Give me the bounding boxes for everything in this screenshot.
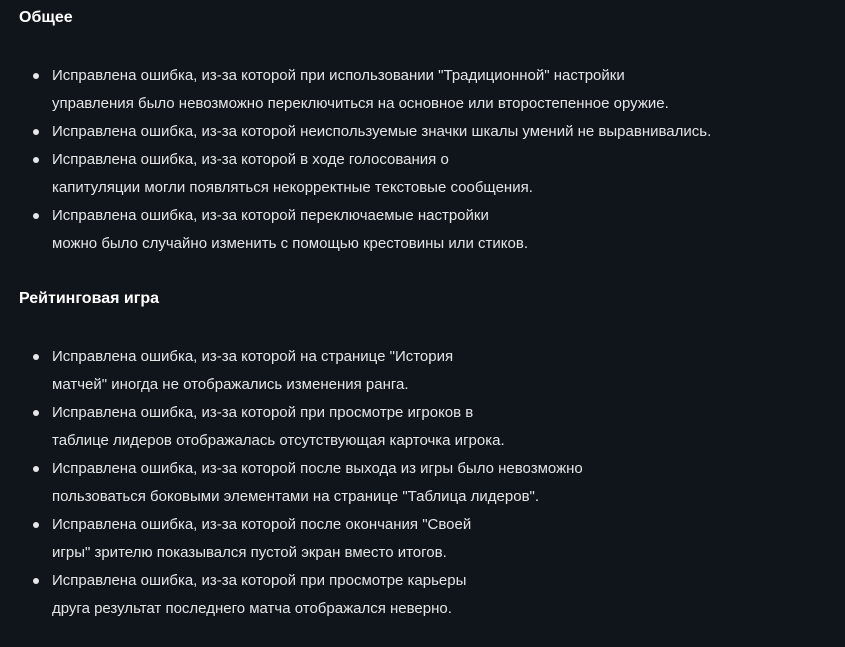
- list-item: [19, 511, 835, 567]
- note-line: пользоваться боковыми элементами на странице "Таблица лидеров".: [52, 488, 540, 505]
- bullet-icon: [33, 410, 39, 416]
- note-line: матчей" иногда не отображались изменения ранга.: [52, 376, 409, 393]
- section-title-ranked: Рейтинговая игра: [19, 290, 160, 307]
- section-ranked: [19, 289, 835, 623]
- bullet-icon: [33, 157, 39, 163]
- note-line: Исправлена ошибка, из-за которой при просмотре игроков в: [52, 404, 474, 421]
- bullet-icon: [33, 73, 39, 79]
- note-line: Исправлена ошибка, из-за которой в ходе голосования о: [52, 151, 449, 168]
- list-item: [19, 399, 835, 455]
- note-line: управления было невозможно переключиться на основное или второстепенное оружие.: [52, 95, 669, 112]
- bullet-icon: [33, 578, 39, 584]
- note-line: Исправлена ошибка, из-за которой при просмотре карьеры: [52, 572, 467, 589]
- bullet-icon: [33, 522, 39, 528]
- section-title-general: Общее: [19, 9, 73, 26]
- note-line: Исправлена ошибка, из-за которой неиспользуемые значки шкалы умений не выравнивались.: [52, 123, 712, 140]
- bullet-icon: [33, 213, 39, 219]
- note-line: Исправлена ошибка, из-за которой после выхода из игры было невозможно: [52, 460, 583, 477]
- note-line: игры" зрителю показывался пустой экран вместо итогов.: [52, 544, 447, 561]
- note-line: таблице лидеров отображалась отсутствующая карточка игрока.: [52, 432, 505, 449]
- section-general: [19, 0, 835, 258]
- bullet-icon: [33, 466, 39, 472]
- list-item: [19, 202, 835, 258]
- bullet-icon: [33, 354, 39, 360]
- notes-list-general: [19, 62, 835, 258]
- note-line: друга результат последнего матча отображался неверно.: [52, 600, 452, 617]
- list-item: [19, 455, 835, 511]
- note-line: Исправлена ошибка, из-за которой на странице "История: [52, 348, 454, 365]
- notes-list-ranked: [19, 343, 835, 623]
- note-line: капитуляции могли появляться некорректные текстовые сообщения.: [52, 179, 533, 196]
- list-item: [19, 343, 835, 399]
- note-line: Исправлена ошибка, из-за которой при использовании "Традиционной" настройки: [52, 67, 625, 84]
- list-item: [19, 62, 835, 118]
- list-item: [19, 146, 835, 202]
- list-item: [19, 118, 835, 146]
- note-line: можно было случайно изменить с помощью крестовины или стиков.: [52, 235, 528, 252]
- bullet-icon: [33, 129, 39, 135]
- list-item: [19, 567, 835, 623]
- note-line: Исправлена ошибка, из-за которой переключаемые настройки: [52, 207, 489, 224]
- note-line: Исправлена ошибка, из-за которой после окончания "Своей: [52, 516, 472, 533]
